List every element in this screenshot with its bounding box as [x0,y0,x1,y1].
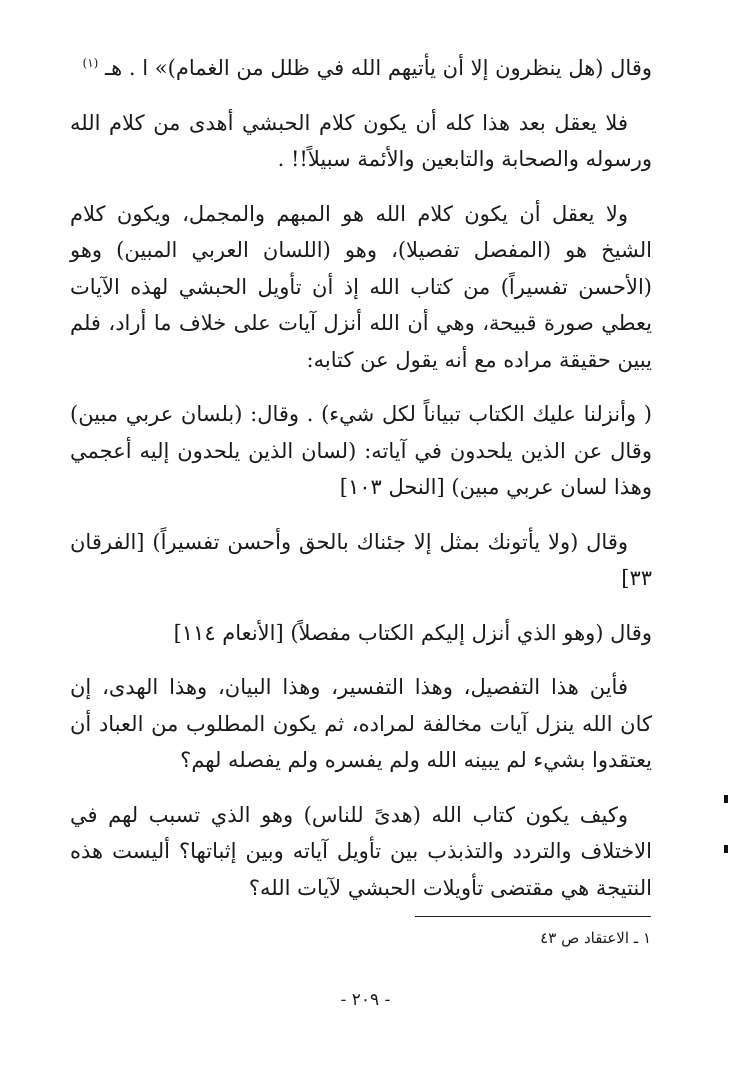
paragraph-6-quote: وقال (وهو الذي أنزل إليكم الكتاب مفصلاً) [الأنعام ١١٤] [173,620,652,645]
paragraph-2: فلا يعقل بعد هذا كله أن يكون كلام الحبشي أهدى من كلام الله ورسوله والصحابة والتابعين والأئمة سبيلاً!! . [70,110,652,171]
footnote-reference: (١) [82,56,99,70]
paragraph-1 [70,50,652,87]
paragraph-5-quote: وقال (ولا يأتونك بمثل إلا جئناك بالحق وأحسن تفسيراً) [الفرقان ٣٣] [70,529,652,590]
page-body [70,50,652,924]
paragraph-4-quote: ( وأنزلنا عليك الكتاب تبياناً لكل شيء) . وقال: (بلسان عربي مبين) وقال عن الذين يلحدون في آياته: (لسان الذين يلحدون إليه أعجمي وهذا لسان عربي مبين) [النحل ١٠٣] [70,402,652,499]
paragraph-8: وكيف يكون كتاب الله (هدىً للناس) وهو الذي تسبب لهم في الاختلاف والتردد والتذبذب بين تأويل آياته وبين إثباتها؟ أليست هذه النتيجة هي مقتضى تأويلات الحبشي لآيات الله؟ [70,802,652,900]
footnote: ١ ـ الاعتقاد ص ٤٣ [540,929,651,947]
margin-mark [724,845,728,853]
margin-mark [724,795,728,803]
page-number: - ٢٠٩ - [340,990,391,1010]
paragraph-7: فأين هذا التفصيل، وهذا التفسير، وهذا البيان، وهذا الهدى، إن كان الله ينزل آيات مخالفة لمراده، ثم يكون المطلوب من العباد أن يعتقدوا بشيء لم يبينه الله ولم يفسره ولم يفصله لهم؟ [70,675,652,772]
footnote-divider [415,916,651,917]
paragraph-3: ولا يعقل أن يكون كلام الله هو المبهم والمجمل، ويكون كلام الشيخ هو (المفصل تفصيلا)، وهو (اللسان العربي المبين) وهو (الأحسن تفسيراً) من كتاب الله إذ أن تأويل الحبشي لهذه الآيات يعطي صورة قبيحة، وهي أن الله أنزل آيات على خلاف ما أراد، فلم يبين حقيقة مراده مع أنه يقول عن كتابه: [70,201,652,372]
paragraph-1-text: وقال (هل ينظرون إلا أن يأتيهم الله في ظلل من الغمام)» ا . هـ [105,56,652,80]
